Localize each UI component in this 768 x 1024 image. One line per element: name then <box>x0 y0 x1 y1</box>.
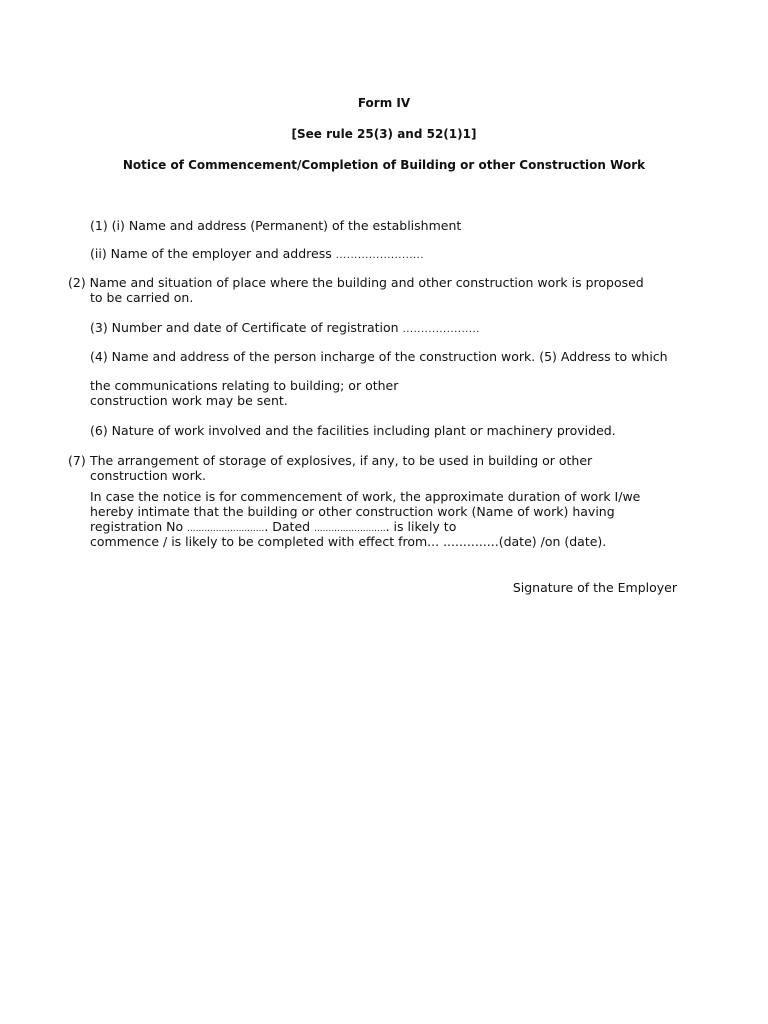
dated-label: . Dated <box>264 519 311 534</box>
item-2-line-1: (2) Name and situation of place where the building and other construction work is proposed <box>68 275 644 290</box>
item-1-ii <box>90 246 424 263</box>
employer-signature-label: Signature of the Employer <box>512 580 677 595</box>
form-title: Form IV <box>357 96 411 110</box>
registration-dots: ........................... <box>187 524 265 534</box>
item-5-line-2: the communications relating to building; or other <box>90 378 399 393</box>
item-2-line-2: to be carried on. <box>90 290 194 305</box>
rule-reference: [See rule 25(3) and 52(1)1] <box>291 127 477 141</box>
item-7-line-2: construction work. <box>90 468 206 483</box>
notice-line-4: commence / is likely to be completed with effect from... ..............(date) /on (date). <box>90 534 607 549</box>
notice-line-2: hereby intimate that the building or other construction work (Name of work) having <box>90 504 615 519</box>
item-5-line-3: construction work may be sent. <box>90 393 288 408</box>
item-7-line-1: The arrangement of storage of explosives, if any, to be used in building or other <box>90 453 593 468</box>
notice-line-1: In case the notice is for commencement of work, the approximate duration of work I/we <box>90 489 641 504</box>
item-3-dots: ..................... <box>402 324 480 335</box>
dated-dots: ......................... <box>314 524 386 534</box>
item-1-i: (1) (i) Name and address (Permanent) of the establishment <box>90 218 462 233</box>
item-3 <box>90 320 480 337</box>
item-7-number: (7) <box>68 453 86 468</box>
likely-label: . is likely to <box>385 519 457 534</box>
item-6: (6) Nature of work involved and the facilities including plant or machinery provided. <box>90 423 616 438</box>
item-3-label: (3) Number and date of Certificate of registration <box>90 320 399 335</box>
registration-label: registration No <box>90 519 184 534</box>
item-1-ii-label: (ii) Name of the employer and address <box>90 246 332 261</box>
notice-title: Notice of Commencement/Completion of Building or other Construction Work <box>122 158 646 172</box>
item-4-5-line-1: (4) Name and address of the person incharge of the construction work. (5) Address to which <box>90 349 668 364</box>
item-1-ii-dots: ........................ <box>335 250 425 261</box>
